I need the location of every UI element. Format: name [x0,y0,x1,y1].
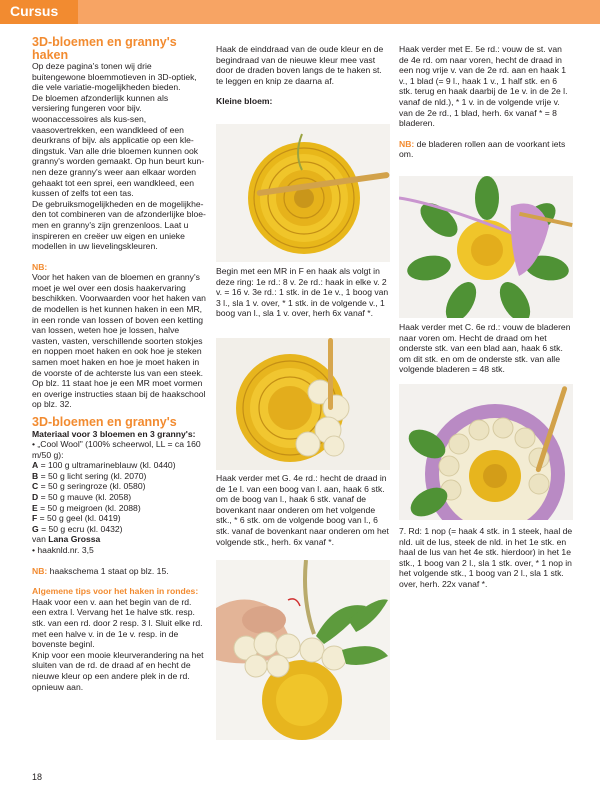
thread-intro: Haak de einddraad van de oude kleur en de begindraad van de nieuwe kleur mee vast door de draden boven langs de te haken st. te leggen en knip ze daarna af. [216,44,384,86]
hand-leaves-illustration [216,560,390,740]
yarn-line: • „Cool Wool" (100% scheerwol, LL = ca 160 m/50 g): [32,439,201,460]
needle-line: • haaknld.nr. 3,5 [32,545,94,556]
section-title: Cursus [10,3,59,19]
color-item: D = 50 g mauve (kl. 2058) [32,492,132,503]
color-item: A = 100 g ultramarineblauw (kl. 0440) [32,460,176,471]
intro-paragraph-2: De bloemen afzonderlijk kunnen als versiering fungeren voor bijv. woonaccessoires als kus-sen, vaasovertrekken, een wandkleed of een deurkrans of bijv. als applicatie op een kle-dingstuk. Van alle drie bloemen kunnen ook granny's worden gemaakt. Op hun beurt kun-nen deze granny's weer aan elkaar worden gehaakt tot een sprei, een wandkleed, een kussen of zelfs tot een tas. [32,92,205,199]
intro-paragraph-3: De gebruiksmogelijkheden en de mogelijkhe-den tot combineren van de afzonderlijke bloe-men en granny's zijn grenzenloos. Laat u inspireren en creëer uw eigen en unieke modellen in uw lievelingskleuren. [32,198,206,252]
color-item: G = 50 g ecru (kl. 0432) [32,523,123,534]
caption-round-1-3: Begin met een MR in F en haak als volgt in deze ring: 1e rd.: 8 v. 2e rd.: haak in elke v. 2 v. = 16 v. 3e rd.: 1 stk. in de 1e v., 1 boog van 3 l., sla 1 v. over, * 1 stk. in de volgende v., 1 boog van l., sla 1 v. over, herh 6x vanaf *. [216,266,389,319]
header-bar [0,0,600,24]
section-title-2: 3D-bloemen en granny's [32,415,177,429]
tips-paragraph-2: Knip voor een mooie kleurverandering na het sluiten van de rd. de draad af en hecht de nieuwe kleur op een andere plek in de rd. opnieuw aan. [32,649,204,692]
color-item: F = 50 g geel (kl. 0419) [32,513,121,524]
nops-round-illustration [399,384,573,520]
color-item: E = 50 g meigroen (kl. 2088) [32,502,141,513]
intro-paragraph-1: Op deze pagina's tonen wij drie buitengewone bloemmotieven in 3D-optiek, die vele variatie-mogelijkheden bieden. [32,61,197,93]
column-1 [32,36,206,692]
page-number: 18 [32,772,43,782]
ecru-petals-illustration [216,338,390,470]
color-item: C = 50 g seringroze (kl. 0580) [32,481,146,492]
caption-round-6: Haak verder met C. 6e rd.: vouw de bladeren naar voren om. Hecht de draad om het onderste stk. van een blad aan, haak 6 stk. om dit stk. en om de onderste stk. van alle volgende bladeren = 48 stk. [399,322,571,375]
column-2 [216,44,389,107]
brand-line: van Lana Grossa [32,534,101,545]
photo-ecru-petals [216,338,390,470]
round-5-text: Haak verder met E. 5e rd.: vouw de st. van de 4e rd. om naar voren, hecht de draad in een nog vrije v. van de 2e rd. aan en haak 1 v., 1 blad (= 9 l., haak 1 v., 1 half stk. en 6 stk. terug en haak daarbij de 1e v. in de 2e l. vanaf de nld.), * 1 v. in de volgende vrije v. van de 2e rd., 1 blad, herh. 6x vanaf * = 8 bladeren. [399,44,568,129]
column-3 [399,44,572,160]
material-heading: Materiaal voor 3 bloemen en 3 granny's: [32,428,196,439]
photo-nops-round [399,384,573,520]
photo-hand-leaves [216,560,390,740]
nb-label: NB: [32,261,48,272]
article-title: 3D-bloemen en granny's haken [32,35,177,62]
color-item: B = 50 g licht sering (kl. 2070) [32,470,147,481]
tips-heading: Algemene tips voor het haken in rondes: [32,586,199,597]
green-leaves-illustration [399,176,573,318]
photo-green-leaves [399,176,573,318]
tips-paragraph-1: Haak voor een v. aan het begin van de rd. een extra l. Vervang het 1e halve stk. resp. stk. van een rd. door 2 resp. 3 l. Sluit elke rd. met een halve v. in de 1e v. resp. in de bovenste beginl. [32,596,203,650]
watermark: PassionForum.ru [484,781,558,791]
small-flower-heading: Kleine bloem: [216,96,273,107]
caption-round-7: 7. Rd: 1 nop (= haak 4 stk. in 1 steek, haal de nld. uit de lus, steek de nld. in het 1e stk. en haal de lus van het 4e stk. hierdoor) in het 1e stk., 1 boog van 2 l., sla 1 stk. over, * 1 nop in het volgende stk., 1 boog van 2 l., sla 1 stk. over, herh. 22x vanaf *. [399,526,573,589]
color-list [32,460,206,534]
nb-text: Voor het haken van de bloemen en granny's moet je wel over een dosis haakervaring beschikken. Voorwaarden voor het haken van de modellen is het kunnen haken in een MR, in een ronde van lossen of boven een ketting van lossen, weten hoe je lossen, halve vasten, vasten, verschillende soorten stokjes en noppen moet haken en ook hoe je steken samen moet haken en hoe je moet haken in de voorste of de achterste lus van een steek. Op blz. 11 staat hoe je een MR moet vormen en overige instructies staan bij de haakschool op blz. 32. [32,272,206,410]
nb3-line: NB: de bladeren rollen aan de voorkant iets om. [399,138,566,160]
yellow-circle-illustration [216,124,390,262]
nb2-line: NB: haakschema 1 staat op blz. 15. [32,565,169,576]
caption-round-4: Haak verder met G. 4e rd.: hecht de draad in de 1e l. van een boog van l. aan, haak 6 stk. om de boog van l., haak 6 stk. vanaf de bovenkant naar onderen om het volgende stk., * 6 stk. om de volgende boog van l., 6 stk. vanaf de bovenkant naar onderen om het volgende stk., herh. 6x vanaf *. [216,473,389,547]
photo-yellow-circle [216,124,390,262]
